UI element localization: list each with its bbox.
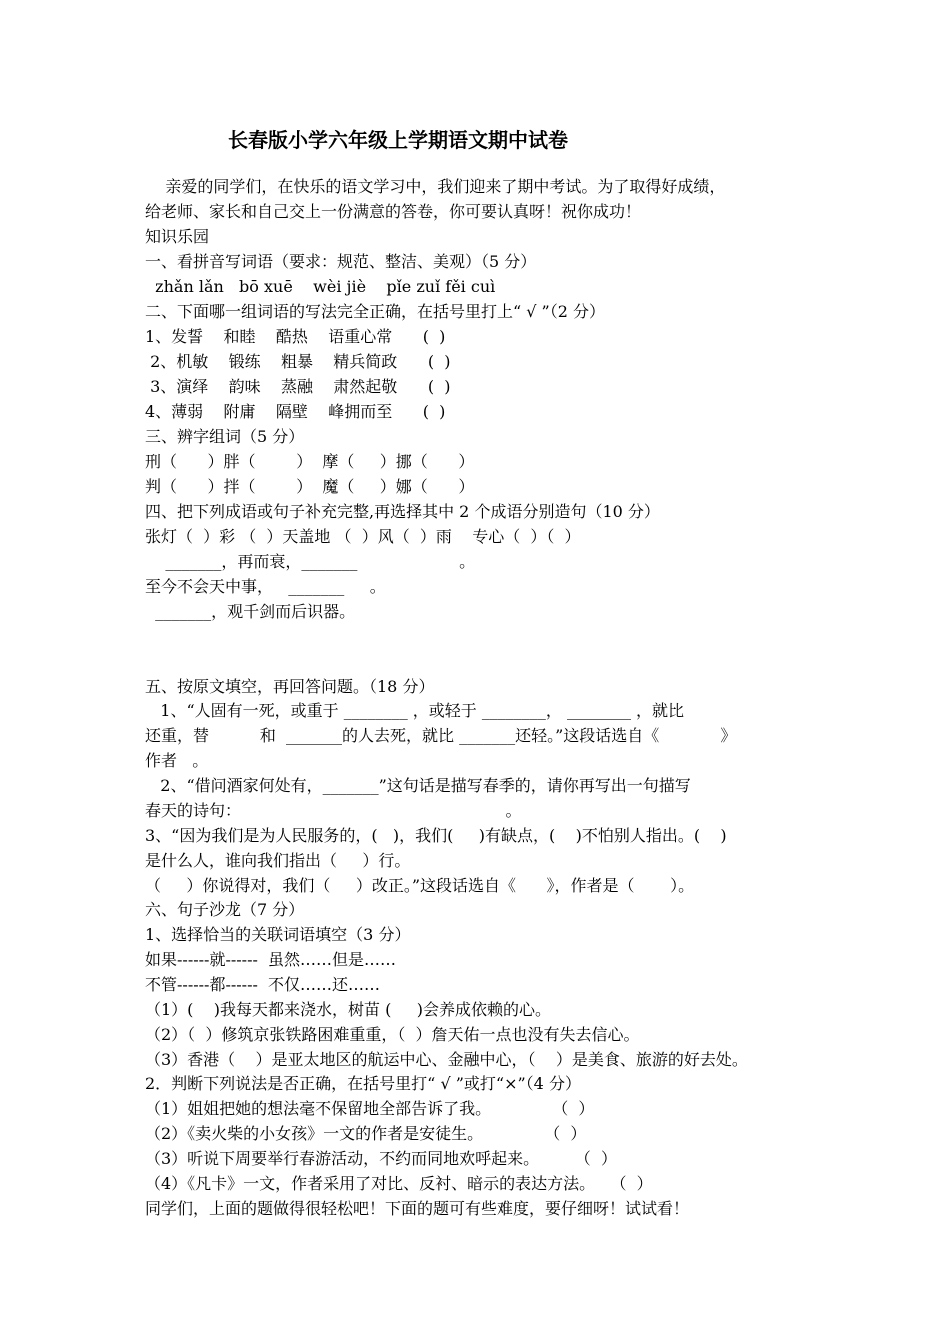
question-2-option-3: 3、演绎 韵味 蒸融 肃然起敬 ( ) <box>145 377 451 396</box>
intro-line-1: 亲爱的同学们，在快乐的语文学习中，我们迎来了期中考试。为了取得好成绩， <box>145 177 726 196</box>
question-2-option-4: 4、薄弱 附庸 隔壁 峰拥而至 ( ) <box>145 402 446 421</box>
question-4-sentence-3: _______，观千剑而后识器。 <box>145 602 356 621</box>
question-3-row-1: 刑（ ）胖（ ） 摩（ ）挪（ ） <box>145 452 475 471</box>
question-6-2-item-3: （3）听说下周要举行春游活动，不约而同地欢呼起来。 （ ） <box>145 1149 617 1168</box>
question-5-1-line-3: 作者 。 <box>145 751 209 770</box>
question-2-heading: 二、下面哪一组词语的写法完全正确，在括号里打上“ √ ”（2 分） <box>145 302 605 321</box>
question-6-2-item-2: （2）《卖火柴的小女孩》一文的作者是安徒生。 （ ） <box>145 1124 587 1143</box>
question-2-option-2: 2、机敏 锻练 粗暴 精兵简政 ( ) <box>145 352 451 371</box>
question-4-idioms: 张灯（ ）彩 （ ）天盖地 （ ）风（ ）雨 专心（ ）（ ） <box>145 527 581 546</box>
question-6-2-heading: 2．判断下列说法是否正确，在括号里打“ √ ”或打“×”（4 分） <box>145 1074 581 1093</box>
page-title: 长春版小学六年级上学期语文期中试卷 <box>228 128 568 152</box>
question-4-heading: 四、把下列成语或句子补充完整,再选择其中 2 个成语分别造句（10 分） <box>145 502 660 521</box>
question-6-1-heading: 1、选择恰当的关联词语填空（3 分） <box>145 925 411 944</box>
question-5-2-line-1: 2、“借问酒家何处有，_______”这句话是描写春季的，请你再写出一句描写 <box>145 776 691 795</box>
question-6-2-item-4: （4）《凡卡》一文，作者采用了对比、反衬、暗示的表达方法。 （ ） <box>145 1174 653 1193</box>
question-1-heading: 一、看拼音写词语（要求：规范、整洁、美观）（5 分） <box>145 252 537 271</box>
question-5-1-line-2: 还重，替 和 _______的人去死，就比 _______还轻。”这段话选自《 》 <box>145 726 737 745</box>
question-6-2-item-1: （1）姐姐把她的想法毫不保留地全部告诉了我。 （ ） <box>145 1099 595 1118</box>
question-2-option-1: 1、发誓 和睦 酷热 语重心常 ( ) <box>145 327 446 346</box>
question-6-heading: 六、句子沙龙（7 分） <box>145 900 305 919</box>
pinyin-line: zhǎn lǎn bō xuē wèi jiè pǐe zuǐ fěi cuì <box>145 277 496 296</box>
question-6-1-item-3: （3）香港（ ）是亚太地区的航运中心、金融中心，（ ）是美食、旅游的好去处。 <box>145 1050 748 1069</box>
question-5-3-line-2: 是什么人，谁向我们指出（ ）行。 <box>145 851 411 870</box>
question-5-3-line-3: （ ）你说得对，我们（ ）改正。”这段话选自《 》，作者是（ ）。 <box>145 876 695 895</box>
question-3-heading: 三、辨字组词（5 分） <box>145 427 305 446</box>
section-heading: 知识乐园 <box>145 227 210 246</box>
closing-line: 同学们，上面的题做得很轻松吧！下面的题可有些难度，要仔细呀！试试看！ <box>145 1199 690 1218</box>
question-4-sentence-2: 至今不会天中事， _______ 。 <box>145 577 386 596</box>
question-5-heading: 五、按原文填空，再回答问题。（18 分） <box>145 677 435 696</box>
question-3-row-2: 判（ ）拌（ ） 魔（ ）娜（ ） <box>145 477 475 496</box>
question-6-1-item-2: （2）（ ）修筑京张铁路困难重重，（ ）詹天佑一点也没有失去信心。 <box>145 1025 640 1044</box>
question-5-1-line-1: 1、“人固有一死，或重于 ________ ，或轻于 ________， ________ ，就比 <box>145 701 685 720</box>
conjunction-options-1: 如果------就------ 虽然……但是…… <box>145 950 397 969</box>
question-6-1-item-1: （1）( )我每天都来浇水，树苗 ( )会养成依赖的心。 <box>145 1000 552 1019</box>
question-4-sentence-1: _______，再而衰，_______ 。 <box>145 552 476 571</box>
intro-line-2: 给老师、家长和自己交上一份满意的答卷，你可要认真呀！祝你成功！ <box>145 202 642 221</box>
question-5-2-line-2: 春天的诗句： 。 <box>145 801 522 820</box>
conjunction-options-2: 不管------都------ 不仅……还…… <box>145 975 381 994</box>
question-5-3-line-1: 3、“因为我们是为人民服务的，( )，我们( )有缺点，( )不怕别人指出。( ) <box>145 826 727 845</box>
